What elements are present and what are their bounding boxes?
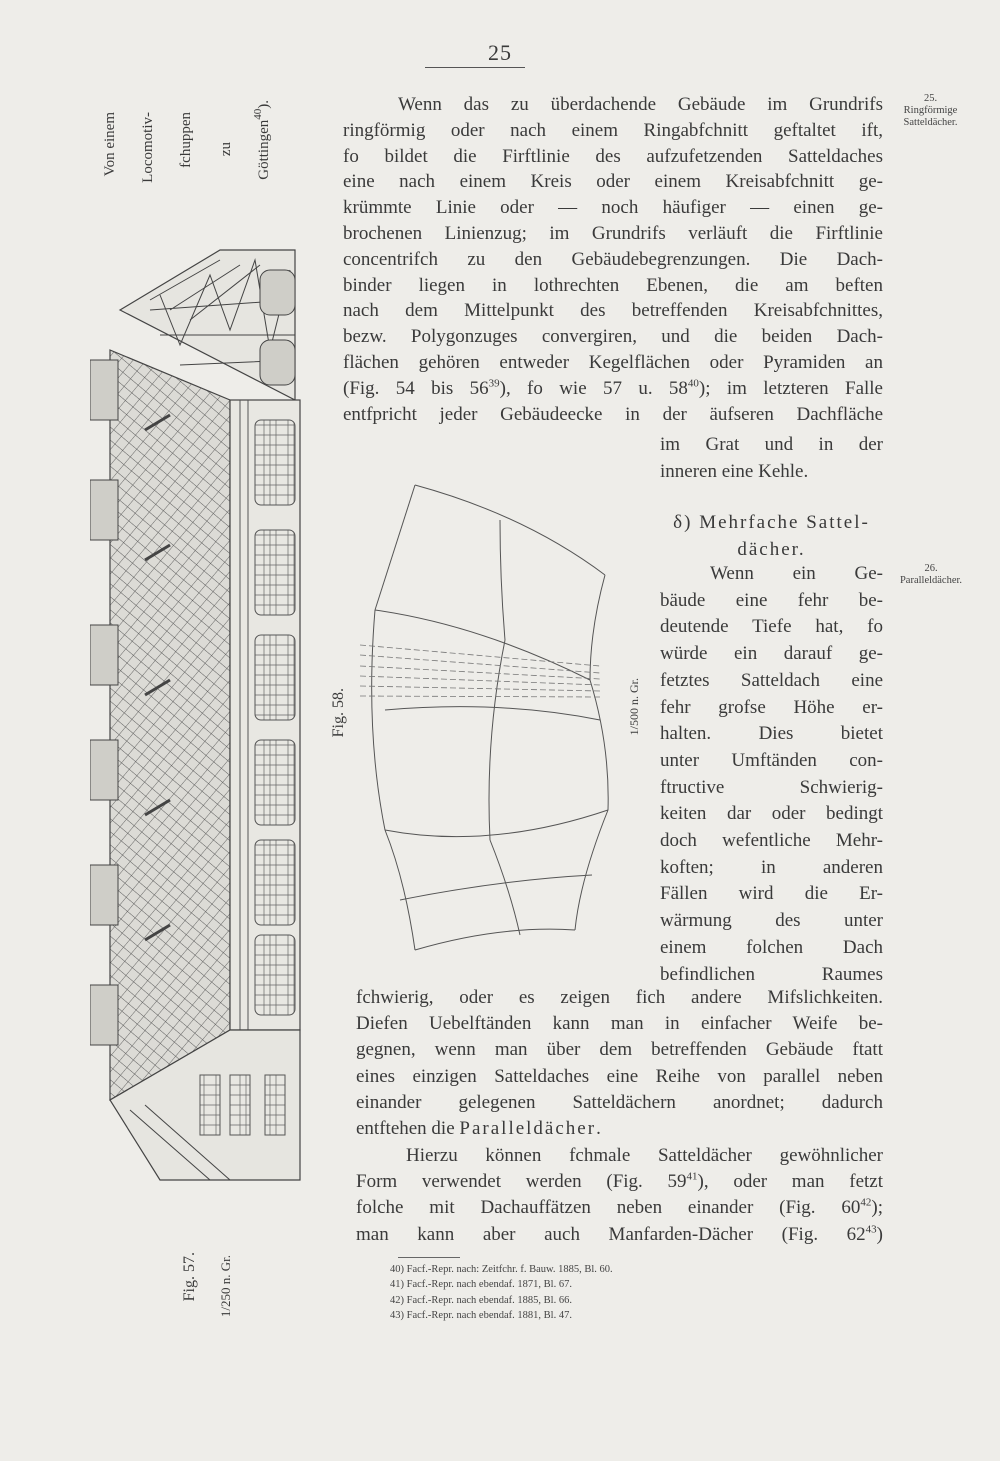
footnote: 40) Facf.-Repr. nach: Zeitfchr. f. Bauw. 1885, Bl. 60. [390, 1264, 613, 1275]
text-line-with-ref: Form verwendet werden (Fig. $59^{41}$), oder man fetzt [356, 1170, 883, 1193]
text-line: entftehen die Paralleldächer. [356, 1118, 601, 1140]
figure57-title-line: Locomotiv- [140, 112, 156, 183]
marginal-note-line: Satteldächer. [903, 117, 958, 128]
text-line: Hierzu können fchmale Satteldächer gewöhnlicher [406, 1145, 883, 1166]
text-line: ringförmig oder nach einem Ringabfchnitt geftaltet ift, [343, 119, 883, 141]
text-line: im Grat und in der [660, 434, 883, 455]
text-line: doch wefentliche Mehr- [660, 830, 883, 852]
text-line: deutende Tiefe hat, fo [660, 616, 883, 638]
text-line: Fällen wird die Er- [660, 883, 883, 905]
text-line: befindlichen Raumes [660, 963, 883, 985]
page-number-rule [425, 67, 525, 68]
text-line-with-ref: folche mit Dachauffätzen neben einander (Fig. $60^{42}$); [356, 1197, 883, 1219]
marginal-note-number: 25. [923, 93, 938, 104]
text-line: bäude eine fehr be- [660, 589, 883, 611]
text-line: bezw. Polygonzuges convergiren, und die beiden Dach- [343, 326, 883, 348]
text-line: fehr grofse Höhe er- [660, 696, 883, 718]
text-line: nach dem Mittelpunkt des betreffenden Kreisabfchnittes, [343, 300, 883, 322]
term-paralleldaecher: Paralleldächer [459, 1118, 597, 1140]
footnote: 43) Facf.-Repr. nach ebendaf. 1881, Bl. 47. [390, 1309, 572, 1321]
figure57-illustration [90, 240, 315, 1190]
text-line: gegnen, wenn man über dem betreffenden Gebäude ftatt [356, 1039, 883, 1061]
paragraph-paralleldaecher-forms [356, 1143, 883, 1248]
text-line: einem folchen Dach [660, 936, 883, 958]
text-line: fo bildet die Firftlinie des aufzufetzenden Satteldaches [343, 145, 883, 167]
footnote-rule [398, 1257, 460, 1258]
figure57-label: Fig. 57. [181, 1252, 198, 1302]
text-line: flächen gehören entweder Kegelflächen oder Pyramiden an [343, 351, 883, 373]
text-line: fetztes Satteldach eine [660, 669, 883, 691]
text-line: krümmte Linie oder — noch häufiger — einen ge- [343, 197, 883, 219]
figure57-title-last: Göttingen$^{40}$). [252, 100, 272, 180]
text-line: wärmung des unter [660, 910, 883, 932]
figure57-scale: 1/250 n. Gr. [218, 1255, 233, 1318]
figure57-title-line: fchuppen [178, 112, 194, 168]
page-number: 25 [488, 40, 512, 65]
figure58-diagram [360, 480, 620, 960]
text-line: brochenen Linienzug; im Grundrifs verläuft die Firftlinie [343, 222, 883, 244]
marginal-note-line: Paralleldächer. [899, 575, 963, 586]
figure58-scale: 1/500 n. Gr. [627, 678, 641, 736]
footnote: 42) Facf.-Repr. nach ebendaf. 1885, Bl. 66. [390, 1294, 572, 1306]
text-line: würde ein darauf ge- [660, 643, 883, 665]
text-line: concentrifch zu den Gebäudebegrenzungen. Die Dach- [343, 248, 883, 270]
paragraph-parallel-roofs-continued [356, 985, 883, 1142]
footnotes [390, 1262, 790, 1323]
text-line-with-ref: man kann aber auch Manfarden-Dächer (Fig. $62^{43}$) [356, 1223, 883, 1245]
paragraph-parallel-roofs [660, 561, 883, 988]
paragraph-ring-roofs-end [660, 432, 883, 485]
text-line: ftructive Schwierig- [660, 776, 883, 798]
text-line: keiten dar oder bedingt [660, 803, 883, 825]
text-line: halten. Dies bietet [660, 723, 883, 745]
text-line: binder liegen in lothrechten Ebenen, die am beften [343, 274, 883, 296]
figure58-label: Fig. 58. [330, 688, 347, 738]
text-line: eines einzigen Satteldaches eine Reihe von parallel neben [356, 1065, 883, 1087]
text-line: Wenn ein Ge- [710, 563, 883, 584]
text-line: unter Umftänden con- [660, 749, 883, 771]
text-line: Wenn das zu überdachende Gebäude im Grundrifs [398, 94, 883, 115]
figure57-title-line: zu [218, 142, 234, 157]
section-heading: δ) Mehrfache Sattel- dächer. [673, 512, 870, 560]
text-line: eine nach einem Kreis oder einem Kreisabfchnitt ge- [343, 171, 883, 193]
text-line: inneren eine Kehle. [660, 460, 809, 482]
figure57-title-line: Von einem [102, 112, 118, 177]
marginal-note-line: Ringförmige [903, 105, 958, 116]
text-line: fchwierig, oder es zeigen fich andere Mifslichkeiten. [356, 987, 883, 1008]
paragraph-ring-roofs [343, 92, 883, 427]
marginal-note [888, 93, 973, 129]
text-line-with-refs: (Fig. 54 bis $56^{39}$), fo wie 57 u. $58^{40}$); im letzteren Falle [343, 377, 883, 399]
footnote: 41) Facf.-Repr. nach ebendaf. 1871, Bl. 67. [390, 1279, 572, 1291]
text-line: Diefen Uebelftänden kann man in einfacher Weife be- [356, 1013, 883, 1035]
text-line: koften; in anderen [660, 856, 883, 878]
text-line: entfpricht jeder Gebäudeecke in der äufseren Dachfläche [343, 403, 883, 425]
text-line: einander gelegenen Satteldächern anordnet; dadurch [356, 1091, 883, 1113]
marginal-note [876, 563, 986, 587]
marginal-note-number: 26. [924, 563, 938, 574]
